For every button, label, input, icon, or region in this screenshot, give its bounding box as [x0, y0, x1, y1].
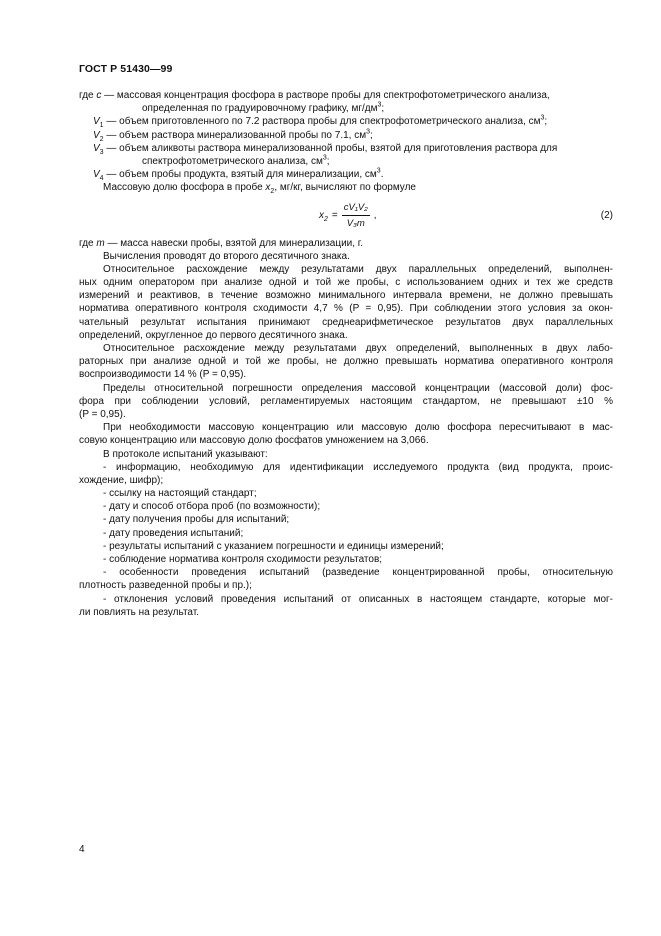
body-text — [79, 250, 613, 619]
definition-line: где c — массовая концентрация фосфора в растворе пробы для спектрофотометрического анализа, — [79, 90, 550, 101]
definition-line: $V_1$ — объем приготовленного по 7.2 раствора пробы для спектрофотометрического анализа, $см^3$; — [93, 115, 548, 130]
body-line: Относительное расхождение между результатами двух параллельных определений, выполнен- — [103, 263, 613, 275]
body-line: В протоколе испытаний указывают: — [103, 448, 268, 460]
body-line: раторных при анализе одной и той же пробы, не должно превышать норматива оперативного контроля — [79, 356, 613, 368]
body-line: При необходимости массовую концентрацию или массовую долю фосфора пересчитывают в мас- — [103, 422, 613, 434]
body-line: воспроизводимости 14 % (P = 0,95). — [79, 369, 247, 381]
body-line: совую концентрацию или массовую долю фосфатов умножением на 3,066. — [79, 435, 429, 447]
body-line: хождение, шифр); — [79, 474, 164, 486]
body-line: - соблюдение норматива контроля сходимости результатов; — [103, 554, 383, 565]
body-line: (P = 0,95). — [79, 408, 126, 420]
variable-definitions — [79, 89, 613, 181]
definition-line: определенная по градуировочному графику, $мг/дм^3$; — [142, 101, 385, 115]
mass-fraction-line: Массовую долю фосфора в пробе $x_2$, мг/кг, вычисляют по формуле — [103, 182, 416, 196]
body-line: - дату и способ отбора проб (по возможности); — [103, 501, 321, 513]
equation-number: (2) — [600, 209, 613, 221]
definition-line: $V_3$ — объем аликвоты раствора минерализованной пробы, взятой для приготовления раствора для — [93, 142, 558, 156]
definition-m: где m — масса навески пробы, взятой для минерализации, г. — [79, 237, 363, 249]
body-line: Пределы относительной погрешности определения массовой концентрации (массовой доли) фос- — [103, 382, 613, 394]
definition-line: $V_2$ — объем раствора минерализованной пробы по 7.1, $см^3$; — [93, 128, 373, 143]
formula-numerator: cV₁V₂ — [342, 201, 370, 216]
body-line: Относительное расхождение между результатами двух определений, выполненных в двух лабо- — [103, 343, 613, 354]
body-line: фора при соблюдении условий, регламентируемых настоящим стандартом, не превышают ±10 % — [79, 395, 613, 407]
body-line: - особенности проведения испытаний (разведение концентрированной пробы, относительную — [103, 567, 613, 579]
body-line: измерений и реактивов, в течение возможно минимального интервала времени, не должно превышать — [79, 290, 613, 302]
definition-line: $V_4$ — объем пробы продукта, взятый для минерализации, $см^3$. — [93, 167, 384, 183]
body-line: чательный результат испытания принимают среднеарифметическое результатов двух параллельных — [79, 316, 613, 328]
formula-denominator: V₃m — [346, 217, 365, 229]
body-line: - дату получения пробы для испытаний; — [103, 514, 290, 526]
body-line: норматива оперативного контроля сходимости 4,7 % (P = 0,95). При соблюдении этого условия за окон- — [79, 303, 613, 315]
body-line: - отклонения условий проведения испытаний от описанных в настоящем стандарте, которые мог- — [103, 593, 613, 605]
formula-lhs: x — [319, 209, 324, 221]
formula-equals: = — [331, 209, 338, 221]
document-body — [79, 89, 613, 619]
formula: $x_2$ = $\frac{\text{cV₁V₂}}{\text{V₃m}}$ , — [319, 201, 377, 229]
body-line: определений, округленное до первого десятичного знака. — [79, 329, 348, 341]
body-line: плотность разведенной пробы и пр.); — [79, 580, 252, 592]
body-line: - ссылку на настоящий стандарт; — [103, 488, 257, 500]
document-header: ГОСТ Р 51430—99 — [79, 63, 173, 75]
definition-line: спектрофотометрического анализа, $см^3$; — [142, 154, 330, 167]
body-line: Вычисления проводят до второго десятичного знака. — [103, 250, 350, 262]
body-line: ли повлиять на результат. — [79, 606, 200, 618]
body-line: - дату проведения испытаний; — [103, 527, 244, 539]
formula-fraction — [342, 201, 370, 230]
body-line: ных одним оператором при анализе одной и той же пробы, с использованием одних и тех же средств — [79, 277, 613, 289]
formula-block — [79, 199, 613, 233]
page-number: 4 — [79, 844, 85, 855]
body-line: - информацию, необходимую для идентификации исследуемого продукта (вид продукта, проис- — [103, 461, 613, 473]
body-line: - результаты испытаний с указанием погрешности и единицы измерений; — [103, 540, 444, 552]
